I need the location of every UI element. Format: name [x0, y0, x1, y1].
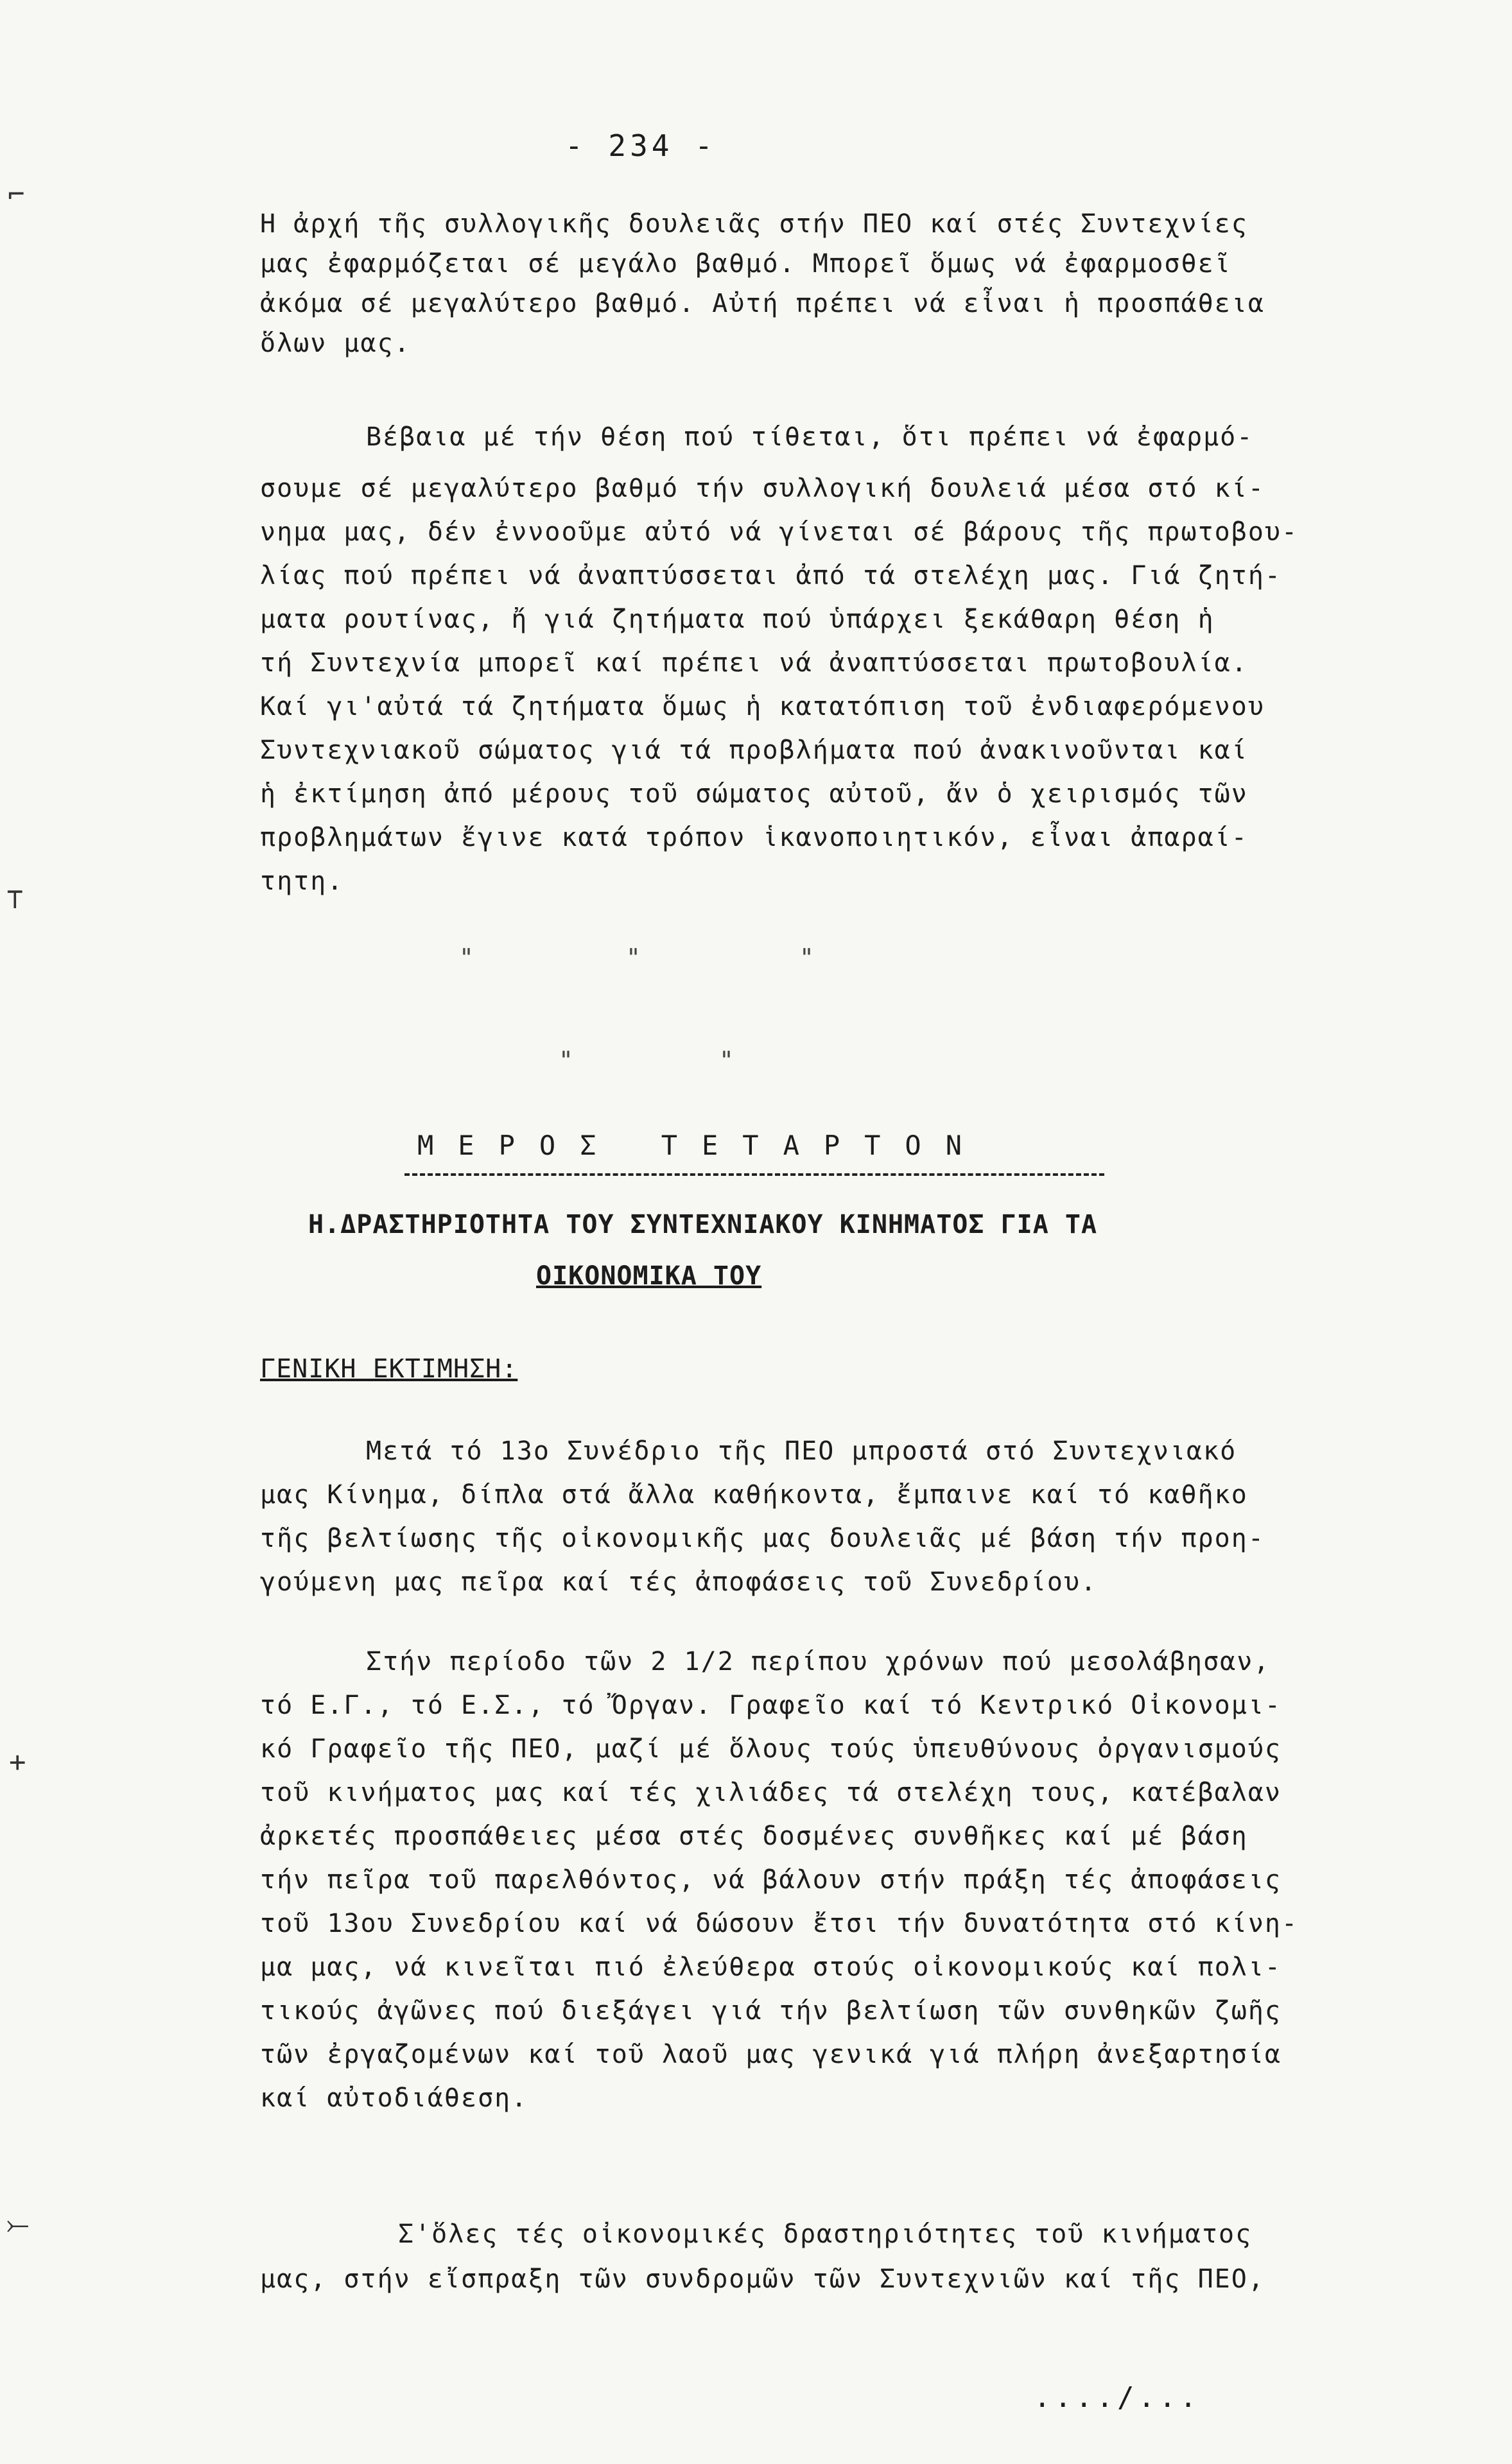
text-line: τοῦ κινήματος μας καί τές χιλιάδες τά στελέχη τους, κατέβαλαν — [260, 1778, 1282, 1807]
text-line: μας ἐφαρμόζεται σέ μεγάλο βαθμό. Μπορεῖ ὅμως νά ἐφαρμοσθεῖ — [260, 249, 1231, 279]
text-line: μας, στήν εἴσπραξη τῶν συνδρομῶν τῶν Συντεχνιῶν καί τῆς ΠΕΟ, — [260, 2264, 1265, 2294]
text-line: τῶν ἐργαζομένων καί τοῦ λαοῦ μας γενικά γιά πλήρη ἀνεξαρτησία — [260, 2040, 1282, 2069]
ditto-mark: " — [559, 1046, 573, 1074]
text-line: Στήν περίοδο τῶν 2 1/2 περίπου χρόνων πού μεσολάβησαν, — [366, 1647, 1271, 1676]
text-line: τοῦ 13ου Συνεδρίου καί νά δώσουν ἔτσι τήν δυνατότητα στό κίνη- — [260, 1909, 1299, 1938]
text-line: γούμενη μας πεῖρα καί τές ἀποφάσεις τοῦ Συνεδρίου. — [260, 1567, 1098, 1597]
margin-mark-bottom: ⤚ — [6, 2208, 30, 2241]
text-line: Η ἀρχή τῆς συλλογικῆς δουλειᾶς στήν ΠΕΟ καί στές Συντεχνίες — [260, 209, 1248, 239]
text-line: Σ'ὅλες τές οἰκονομικές δραστηριότητες τοῦ κινήματος — [398, 2219, 1253, 2249]
text-line: κό Γραφεῖο τῆς ΠΕΟ, μαζί μέ ὅλους τούς ὑπευθύνους ὀργανισμούς — [260, 1734, 1282, 1764]
text-line: τῆς βελτίωσης τῆς οἰκονομικῆς μας δουλειᾶς μέ βάση τήν προη- — [260, 1524, 1265, 1553]
page-number: - 234 - — [565, 128, 717, 163]
text-line: τήν πεῖρα τοῦ παρελθόντος, νά βάλουν στήν πράξη τές ἀποφάσεις — [260, 1865, 1282, 1895]
text-line: Συντεχνιακοῦ σώματος γιά τά προβλήματα πού ἀνακινοῦνται καί — [260, 736, 1248, 765]
text-line: λίας πού πρέπει νά ἀναπτύσσεται ἀπό τά στελέχη μας. Γιά ζητή- — [260, 561, 1282, 590]
ditto-mark: " — [719, 1046, 734, 1074]
text-line: μας Κίνημα, δίπλα στά ἄλλα καθήκοντα, ἔμπαινε καί τό καθῆκο — [260, 1480, 1248, 1510]
ditto-mark: " — [626, 943, 641, 972]
section-heading-continued: ΟΙΚΟΝΟΜΙΚΑ ΤΟΥ — [536, 1261, 762, 1291]
part-title: ΜΕΡΟΣ ΤΕΤΑΡΤΟΝ — [417, 1130, 987, 1161]
margin-mark-lower: + — [9, 1746, 26, 1779]
text-line: ἀκόμα σέ μεγαλύτερο βαθμό. Αὐτή πρέπει νά εἶναι ἡ προσπάθεια — [260, 289, 1265, 318]
part-title-underline — [404, 1173, 1104, 1176]
text-line: τή Συντεχνία μπορεῖ καί πρέπει νά ἀναπτύσσεται πρωτοβουλία. — [260, 648, 1248, 678]
text-line: ὅλων μας. — [260, 329, 411, 358]
text-line: Καί γι'αὐτά τά ζητήματα ὅμως ἡ κατατόπιση τοῦ ἐνδιαφερόμενου — [260, 692, 1265, 721]
text-line: καί αὐτοδιάθεση. — [260, 2083, 528, 2113]
text-line: τό Ε.Γ., τό Ε.Σ., τό Ὄργαν. Γραφεῖο καί τό Κεντρικό Οἰκονομι- — [260, 1691, 1282, 1720]
general-assessment-heading: ΓΕΝΙΚΗ ΕΚΤΙΜΗΣΗ: — [260, 1354, 518, 1384]
text-line: Βέβαια μέ τήν θέση πού τίθεται, ὅτι πρέπει νά ἐφαρμό- — [366, 422, 1254, 452]
text-line: ἡ ἐκτίμηση ἀπό μέρους τοῦ σώματος αὐτοῦ, ἄν ὁ χειρισμός τῶν — [260, 779, 1248, 809]
ditto-mark: " — [799, 943, 814, 972]
continuation-marker: ..../... — [1034, 2381, 1201, 2414]
margin-mark-middle: ⊤ — [6, 883, 24, 915]
section-heading: Η.ΔΡΑΣΤΗΡΙΟΤΗΤΑ ΤΟΥ ΣΥΝΤΕΧΝΙΑΚΟΥ ΚΙΝΗΜΑΤΟΣ ΓΙΑ ΤΑ — [308, 1210, 1098, 1239]
text-line: τικούς ἀγῶνες πού διεξάγει γιά τήν βελτίωση τῶν συνθηκῶν ζωῆς — [260, 1996, 1282, 2026]
text-line: ἀρκετές προσπάθειες μέσα στές δοσμένες συνθῆκες καί μέ βάση — [260, 1822, 1248, 1851]
text-line: τητη. — [260, 866, 344, 896]
text-line: νημα μας, δέν ἐννοοῦμε αὐτό νά γίνεται σέ βάρους τῆς πρωτοβου- — [260, 517, 1299, 547]
text-line: σουμε σέ μεγαλύτερο βαθμό τήν συλλογική δουλειά μέσα στό κί- — [260, 474, 1265, 503]
ditto-mark: " — [459, 943, 474, 972]
text-line: μα μας, νά κινεῖται πιό ἐλεύθερα στούς οἰκονομικούς καί πολι- — [260, 1952, 1282, 1982]
text-line: Μετά τό 13ο Συνέδριο τῆς ΠΕΟ μπροστά στό Συντεχνιακό — [366, 1436, 1237, 1466]
margin-mark-top: ⌐ — [8, 178, 25, 211]
text-line: προβλημάτων ἔγινε κατά τρόπον ἱκανοποιητικόν, εἶναι ἀπαραί- — [260, 823, 1248, 852]
text-line: ματα ρουτίνας, ἤ γιά ζητήματα πού ὑπάρχει ξεκάθαρη θέση ἡ — [260, 605, 1215, 634]
